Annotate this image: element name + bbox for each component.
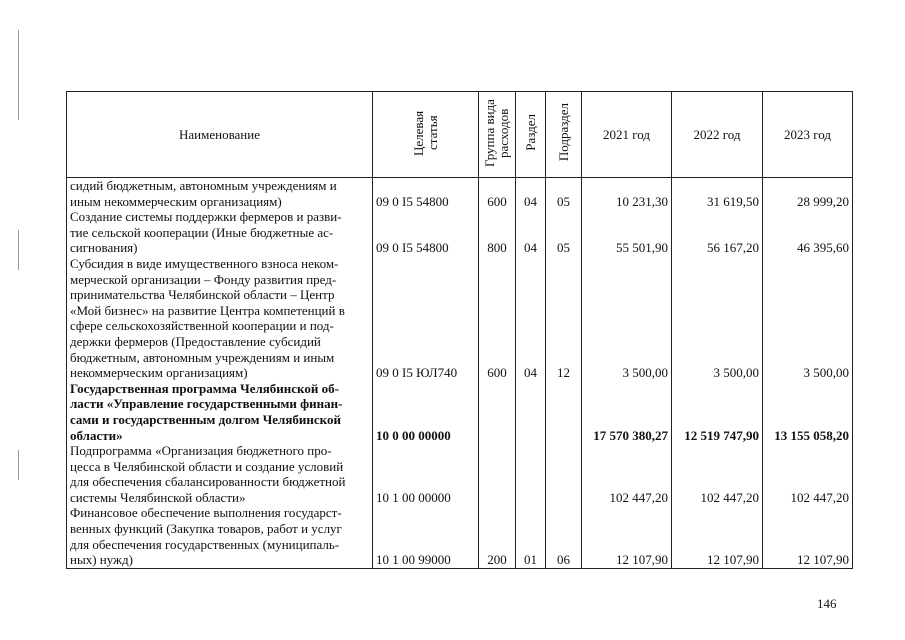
row-name <box>67 505 373 568</box>
header-year-2023: 2023 год <box>763 92 853 178</box>
row-name <box>67 256 373 381</box>
row-amount-2023: 28 999,20 <box>763 178 853 210</box>
row-amount-2022: 12 107,90 <box>672 505 763 568</box>
header-expense-group-text: Группа вида расходов <box>482 98 511 167</box>
row-section: 04 <box>516 256 546 381</box>
header-target-article <box>373 92 479 178</box>
table-row <box>67 256 853 381</box>
table-row <box>67 505 853 568</box>
binder-mark <box>18 450 19 480</box>
row-subsection <box>546 443 582 505</box>
row-expense-group: 800 <box>479 209 516 256</box>
row-subsection <box>546 381 582 443</box>
row-name-line: сидий бюджетным, автономным учреждениям и <box>70 178 337 193</box>
row-name <box>67 178 373 210</box>
row-name-line: некоммерческим организациям) <box>70 365 248 381</box>
header-target-article-text: Целевая статья <box>410 109 440 156</box>
row-name-line: цесса в Челябинской области и создание условий <box>70 458 344 474</box>
row-target-article: 10 1 00 00000 <box>373 443 479 505</box>
row-name-line: Субсидия в виде имущественного взноса неком- <box>70 255 339 271</box>
header-name: Наименование <box>67 92 373 178</box>
row-expense-group: 600 <box>479 178 516 210</box>
row-name-line: для обеспечения государственных (муниципаль- <box>70 536 340 552</box>
row-name-line: Государственная программа Челябинской об- <box>70 380 339 396</box>
row-name-line: сфере сельскохозяйственной кооперации и под- <box>70 318 334 334</box>
row-amount-2021: 102 447,20 <box>582 443 672 505</box>
row-expense-group <box>479 443 516 505</box>
row-expense-group: 600 <box>479 256 516 381</box>
row-section: 04 <box>516 209 546 256</box>
header-section-text: Раздел <box>522 114 538 151</box>
row-name-line: сигнования) <box>70 240 138 256</box>
row-amount-2022: 31 619,50 <box>672 178 763 210</box>
row-name-line: Подпрограмма «Организация бюджетного про- <box>70 443 332 459</box>
row-amount-2021: 3 500,00 <box>582 256 672 381</box>
header-year-2022: 2022 год <box>672 92 763 178</box>
header-section <box>516 92 546 178</box>
row-amount-2023: 102 447,20 <box>763 443 853 505</box>
row-name-line: для обеспечения сбалансированности бюджетной <box>70 474 346 490</box>
row-target-article: 09 0 I5 54800 <box>373 209 479 256</box>
row-name <box>67 209 373 256</box>
row-amount-2021: 17 570 380,27 <box>582 381 672 443</box>
row-name-line: держки фермеров (Предоставление субсидий <box>70 333 321 349</box>
page-number: 146 <box>817 596 837 611</box>
row-name-line: принимательства Челябинской области – Центр <box>70 287 335 303</box>
row-name-line: тие сельской кооперации (Иные бюджетные ас- <box>70 224 334 240</box>
row-name-line: бюджетным, автономным учреждениям и иным <box>70 349 335 365</box>
header-expense-group <box>479 92 516 178</box>
row-target-article: 10 0 00 00000 <box>373 381 479 443</box>
row-name <box>67 443 373 505</box>
header-subsection <box>546 92 582 178</box>
row-name <box>67 381 373 443</box>
row-name-line: ласти «Управление государственными финан- <box>70 396 343 412</box>
row-amount-2022: 3 500,00 <box>672 256 763 381</box>
binder-mark <box>18 30 19 120</box>
row-amount-2023: 12 107,90 <box>763 505 853 568</box>
row-amount-2023: 3 500,00 <box>763 256 853 381</box>
budget-table <box>66 91 853 569</box>
row-name-line: Финансовое обеспечение выполнения государст- <box>70 505 342 521</box>
row-name-line: системы Челябинской области» <box>70 489 246 505</box>
header-year-2021: 2021 год <box>582 92 672 178</box>
row-amount-2021: 55 501,90 <box>582 209 672 256</box>
row-amount-2022: 12 519 747,90 <box>672 381 763 443</box>
row-amount-2023: 13 155 058,20 <box>763 381 853 443</box>
row-target-article: 10 1 00 99000 <box>373 505 479 568</box>
row-subsection: 12 <box>546 256 582 381</box>
row-expense-group: 200 <box>479 505 516 568</box>
table-body <box>67 178 853 569</box>
table-header <box>67 92 853 178</box>
binder-mark <box>18 230 19 270</box>
row-section: 04 <box>516 178 546 210</box>
row-name-line: иным некоммерческим организациям) <box>70 193 282 209</box>
table-row <box>67 209 853 256</box>
row-name-line: сами и государственным долгом Челябинской <box>70 411 341 427</box>
row-section <box>516 381 546 443</box>
row-section: 01 <box>516 505 546 568</box>
row-amount-2021: 10 231,30 <box>582 178 672 210</box>
header-subsection-text: Подраздел <box>555 103 571 162</box>
row-target-article: 09 0 I5 ЮЛ740 <box>373 256 479 381</box>
row-amount-2022: 102 447,20 <box>672 443 763 505</box>
row-amount-2022: 56 167,20 <box>672 209 763 256</box>
table-row <box>67 381 853 443</box>
row-name-line: ных) нужд) <box>70 552 133 568</box>
row-name-line: «Мой бизнес» на развитие Центра компетенций в <box>70 302 345 318</box>
row-amount-2021: 12 107,90 <box>582 505 672 568</box>
table-row <box>67 443 853 505</box>
row-target-article: 09 0 I5 54800 <box>373 178 479 210</box>
row-amount-2023: 46 395,60 <box>763 209 853 256</box>
row-name-line: мерческой организации – Фонду развития пред- <box>70 271 337 287</box>
row-expense-group <box>479 381 516 443</box>
row-subsection: 05 <box>546 209 582 256</box>
row-subsection: 06 <box>546 505 582 568</box>
table-row <box>67 178 853 210</box>
row-name-line: венных функций (Закупка товаров, работ и услуг <box>70 521 342 537</box>
row-name-line: Создание системы поддержки фермеров и разви- <box>70 209 342 225</box>
row-name-line: области» <box>70 427 123 443</box>
row-section <box>516 443 546 505</box>
row-subsection: 05 <box>546 178 582 210</box>
